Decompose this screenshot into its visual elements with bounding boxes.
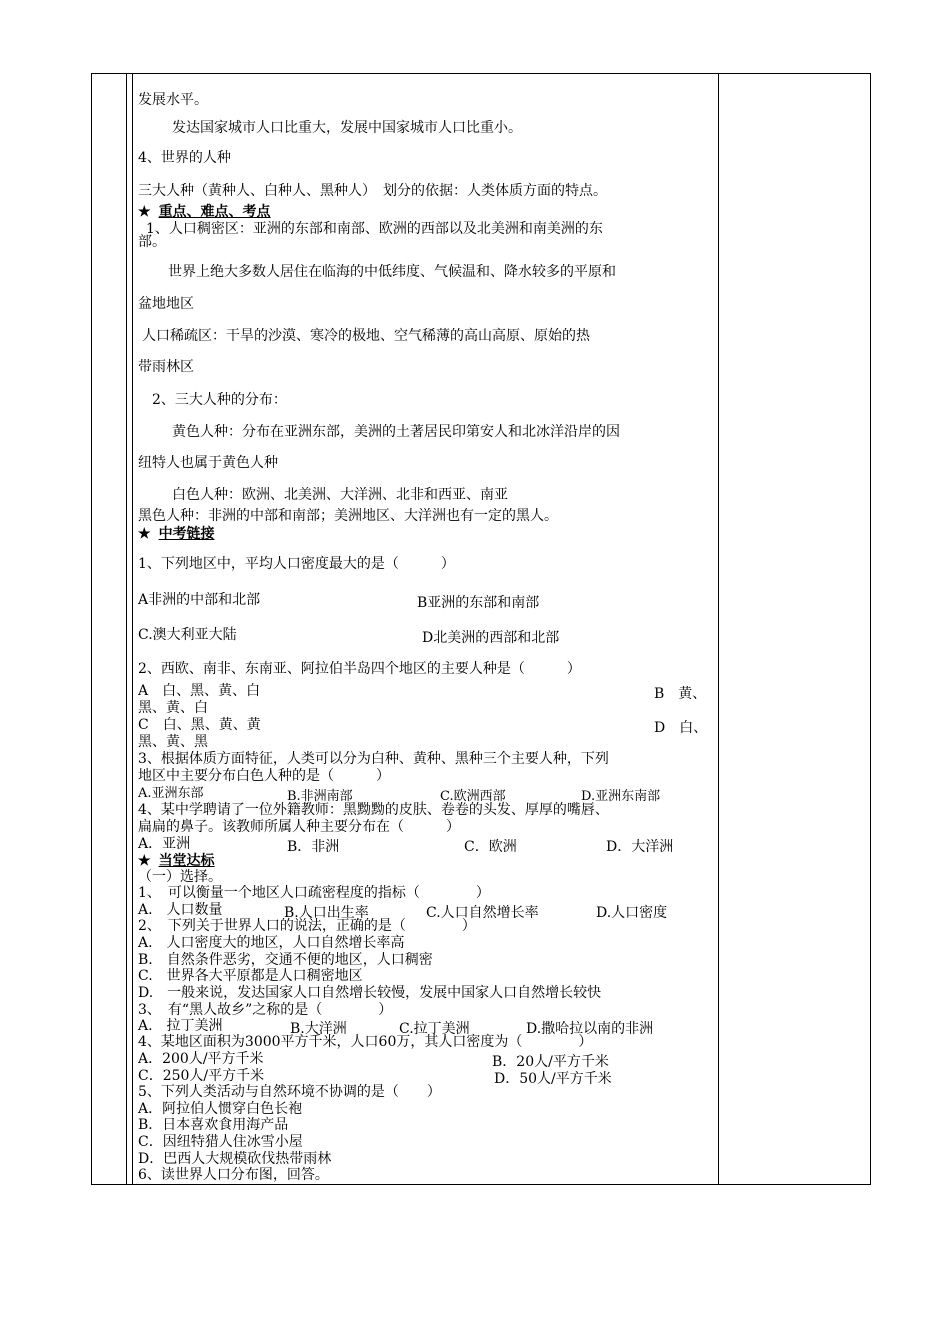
text-line: 部。 (138, 234, 166, 250)
text-line: 黑色人种：非洲的中部和南部；美洲地区、大洋洲也有一定的黑人。 (138, 508, 558, 524)
text-line: 三大人种（黄种人、白种人、黑种人） 划分的依据：人类体质方面的特点。 (138, 183, 607, 199)
option: C．250人/平方千米 (138, 1068, 265, 1084)
option: D.人口密度 (596, 905, 668, 921)
column-divider-1 (126, 74, 127, 1184)
question: 2、西欧、南非、东南亚、阿拉伯半岛四个地区的主要人种是（ ） (138, 661, 581, 677)
option: B．20人/平方千米 (492, 1054, 609, 1070)
star-icon: ★ (138, 853, 151, 869)
option: D北美洲的西部和北部 (422, 630, 560, 646)
text-line: 世界上绝大多数人居住在临海的中低纬度、气候温和、降水较多的平原和 (168, 264, 616, 280)
option: 黑、黄、黑 (138, 734, 208, 750)
text-line: 发达国家城市人口比重大，发展中国家城市人口比重小。 (172, 120, 522, 136)
option: A 白、黑、黄、白 (138, 683, 261, 699)
text-line: （一）选择。 (138, 869, 222, 885)
question: 1、 可以衡量一个地区人口疏密程度的指标（ ） (138, 885, 490, 901)
option: D.撒哈拉以南的非洲 (526, 1021, 654, 1037)
option: D．巴西人大规模砍伐热带雨林 (138, 1151, 332, 1167)
option: D 白、 (654, 720, 708, 736)
section-heading-in-class: ★ 当堂达标 (138, 853, 215, 869)
text-line: 发展水平。 (138, 92, 208, 108)
option: B.非洲南部 (287, 789, 353, 804)
option: B. 自然条件恶劣，交通不便的地区，人口稠密 (138, 952, 433, 968)
option: B．非洲 (287, 839, 340, 855)
text-line: 带雨林区 (138, 359, 194, 375)
option: C.欧洲西部 (440, 789, 506, 804)
text-line: 人口稀疏区：干旱的沙漠、寒冷的极地、空气稀薄的高山高原、原始的热 (142, 328, 590, 344)
question: 4、某中学聘请了一位外籍教师：黑黝黝的皮肤、卷卷的头发、厚厚的嘴唇、 (138, 802, 609, 818)
option: C 白、黑、黄、黄 (138, 717, 261, 733)
section-heading-key-points: ★ 重点、难点、考点 (138, 204, 271, 220)
option: A．阿拉伯人惯穿白色长袍 (138, 1101, 303, 1117)
star-icon: ★ (138, 204, 151, 220)
option: D. 一般来说，发达国家人口自然增长较慢，发展中国家人口自然增长较快 (138, 985, 602, 1001)
text-line: 纽特人也属于黄色人种 (138, 455, 278, 471)
option: C.澳大利亚大陆 (138, 627, 237, 643)
question: 5、下列人类活动与自然环境不协调的是（ ） (138, 1084, 441, 1100)
star-icon: ★ (138, 526, 151, 542)
question: 2、 下列关于世界人口的说法，正确的是（ ） (138, 918, 476, 934)
question: 3、根据体质方面特征，人类可以分为白种、黄种、黑种三个主要人种，下列 (138, 751, 609, 767)
column-divider-3 (718, 74, 719, 1184)
option: B．日本喜欢食用海产品 (138, 1117, 289, 1133)
question: 地区中主要分布白色人种的是（ ） (138, 768, 390, 784)
question: 扁扁的鼻子。该教师所属人种主要分布在（ ） (138, 819, 460, 835)
option: A非洲的中部和北部 (138, 592, 261, 608)
option: B亚洲的东部和南部 (417, 595, 540, 611)
option: C．欧洲 (464, 839, 517, 855)
option: A. 人口数量 (138, 902, 223, 918)
option: A．亚洲 (138, 836, 191, 852)
text-line: 2、三大人种的分布： (152, 392, 287, 408)
option: D．大洋洲 (606, 839, 674, 855)
option: B 黄、 (654, 686, 707, 702)
option: D.亚洲东南部 (581, 789, 661, 804)
section-heading: 4、世界的人种 (138, 150, 231, 166)
question: 6、读世界人口分布图，回答。 (138, 1167, 329, 1183)
option: A．200人/平方千米 (138, 1051, 264, 1067)
column-divider-2 (132, 74, 133, 1184)
option: C.拉丁美洲 (399, 1021, 470, 1037)
question: 3、 有“黑人故乡”之称的是（ ） (138, 1002, 393, 1018)
option: C. 世界各大平原都是人口稠密地区 (138, 968, 363, 984)
text-line: 1、人口稠密区：亚洲的东部和南部、欧洲的西部以及北美洲和南美洲的东 (146, 221, 603, 237)
text-line: 盆地地区 (138, 296, 194, 312)
option: A. 拉丁美洲 (138, 1018, 223, 1034)
question: 1、下列地区中，平均人口密度最大的是（ ） (138, 556, 455, 572)
question: 4、某地区面积为3000平方千米，人口60万，其人口密度为（ ） (138, 1034, 593, 1050)
option: B.人口出生率 (284, 905, 369, 921)
option: A.亚洲东部 (138, 786, 204, 801)
section-heading-exam-link: ★ 中考链接 (138, 526, 215, 542)
option: D．50人/平方千米 (494, 1071, 612, 1087)
text-line: 白色人种：欧洲、北美洲、大洋洲、北非和西亚、南亚 (172, 487, 508, 503)
option: C．因纽特猎人住冰雪小屋 (138, 1134, 303, 1150)
option: C.人口自然增长率 (426, 905, 539, 921)
option: B.大洋洲 (290, 1021, 347, 1037)
option: 黑、黄、白 (138, 700, 208, 716)
option: A. 人口密度大的地区，人口自然增长率高 (138, 935, 405, 951)
text-line: 黄色人种：分布在亚洲东部，美洲的土著居民印第安人和北冰洋沿岸的因 (172, 424, 620, 440)
